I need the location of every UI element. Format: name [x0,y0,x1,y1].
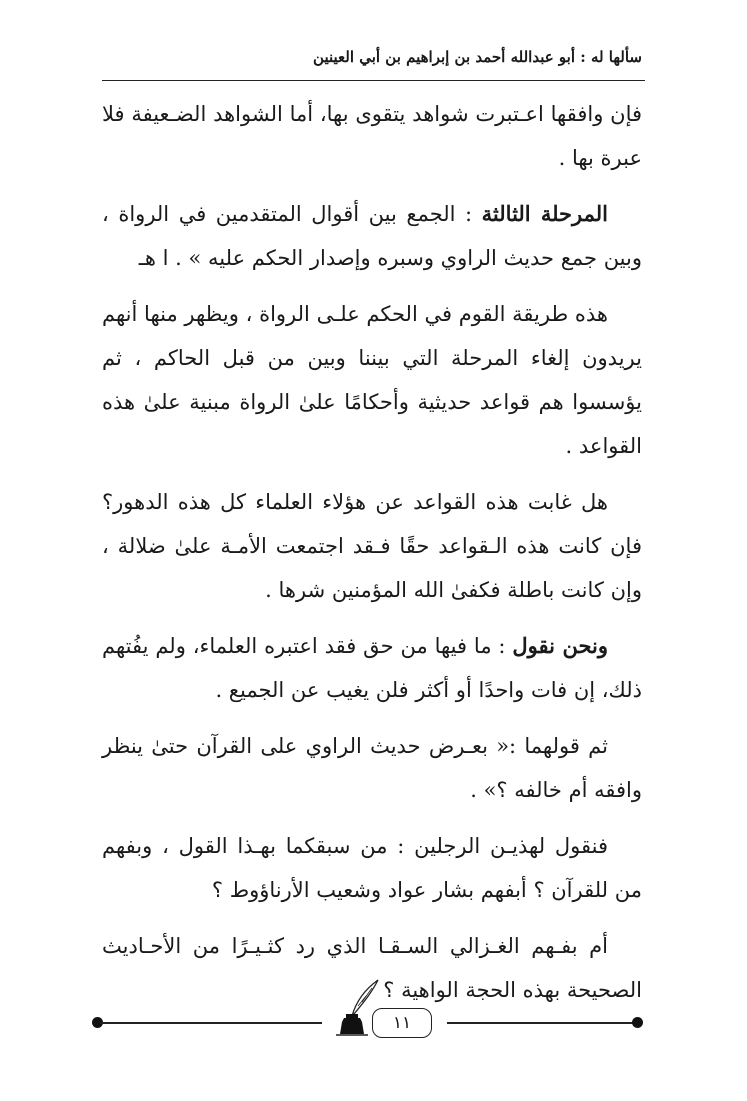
paragraph-8-text: أم بفـهم الغـزالي السـقـا الذي رد كثـيـرًا من الأحـاديث الصحيحة بهذه الحجة الواهية ؟ [102,934,642,1002]
paragraph-5-text: : ما فيها من حق فقد اعتبره العلماء، ولم يفُتهم ذلك، إن فات واحدًا أو أكثر فلن يغيب عن الجميع . [102,634,642,702]
paragraph-2-lead: المرحلة الثالثة [481,201,608,226]
paragraph-4-text: هل غابت هذه القواعد عن هؤلاء العلماء كل هذه الدهور؟ فإن كانت هذه الـقواعد حقًا فـقد اجتمعت الأمـة علىٰ ضلالة ، وإن كانت باطلة فكفىٰ الله المؤمنين شرها . [102,490,642,602]
footer-rule-right [447,1022,637,1024]
paragraph-7 [102,824,642,912]
footer-rule-left [100,1022,322,1024]
paragraph-3-text: هذه طريقة القوم في الحكم علـى الرواة ، ويظهر منها أنهم يريدون إلغاء المرحلة التي بيننا وبين من قبل الحاكم ، ثم يؤسسوا هم قواعد حديثية وأحكامًا علىٰ الرواة مبنية علىٰ هذه القواعد . [102,302,642,458]
paragraph-1-text: فإن وافقها اعـتبرت شواهد يتقوى بها، أما الشواهد الضـعيفة فلا عبرة بها . [102,102,642,170]
paragraph-6 [102,724,642,812]
paragraph-2-text: : الجمع بين أقوال المتقدمين في الرواة ، وبين جمع حديث الراوي وسبره وإصدار الحكم عليه » . ا هـ [102,202,642,270]
page-footer [92,1000,647,1050]
paragraph-3 [102,292,642,468]
paragraph-2 [102,192,642,280]
running-header: سألها له : أبو عبدالله أحمد بن إبراهيم بن أبي العينين [313,48,642,66]
page-number: ١١ [372,1008,432,1038]
body-text [102,92,642,1024]
paragraph-1 [102,92,642,180]
header-rule [102,80,645,81]
footer-dot-right [632,1017,643,1028]
paragraph-7-text: فنقول لهذيـن الرجلين : من سبقكما بهـذا القول ، وبفهم من للقرآن ؟ أبفهم بشار عواد وشعيب الأرناؤوط ؟ [102,834,642,902]
paragraph-5 [102,624,642,712]
paragraph-4 [102,480,642,612]
paragraph-6-text: ثم قولهما :« بعـرض حديث الراوي على القرآن حتىٰ ينظر وافقه أم خالفه ؟» . [102,734,642,802]
paragraph-5-lead: ونحن نقول [512,633,608,658]
